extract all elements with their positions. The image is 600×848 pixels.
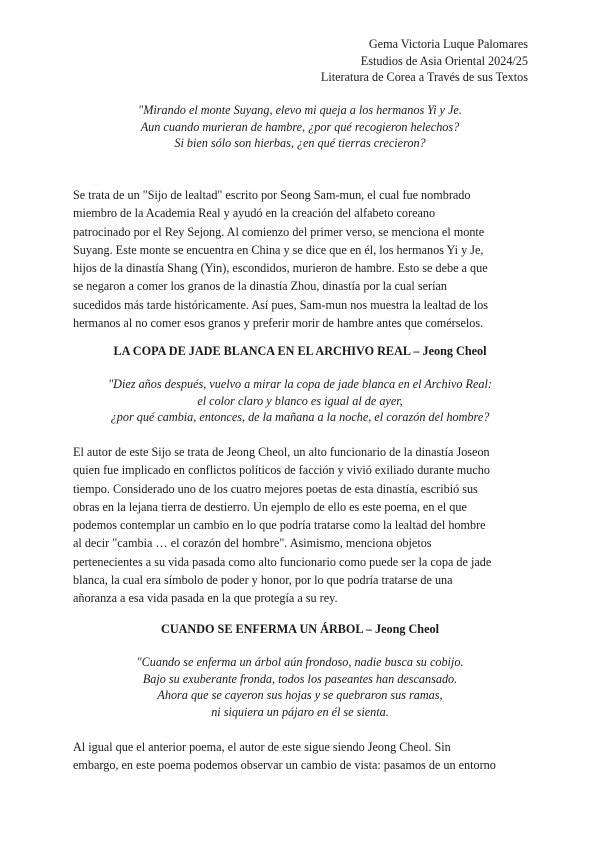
paragraph-line: Al igual que el anterior poema, el autor de este sigue siendo Jeong Cheol. Sin [73, 740, 451, 754]
paragraph-line: Se trata de un "Sijo de lealtad" escrito por Seong Sam-mun, el cual fue nombrado [73, 188, 471, 202]
paragraph-line: pertenecientes a su vida pasada como alto funcionario como puede ser la copa de jade [73, 554, 492, 569]
section-heading-copa-de-jade: LA COPA DE JADE BLANCA EN EL ARCHIVO REAL – Jeong Cheol [113, 344, 487, 358]
paragraph-line: Suyang. Este monte se encuentra en China y se dice que en él, los hermanos Yi y Je, [73, 242, 484, 257]
poem-line: "Diez años después, vuelvo a mirar la copa de jade blanca en el Archivo Real: [108, 377, 492, 391]
paragraph-line: blanca, la cual era símbolo de poder y honor, por lo que podría tratarse de una [73, 573, 453, 588]
poem-suyang [0, 102, 600, 152]
paragraph-line: hermanos al no comer esos granos y preferir morir de hambre antes que comérselos. [73, 316, 484, 331]
poem-arbol [0, 654, 600, 720]
poem-line: "Cuando se enferma un árbol aún frondoso, nadie busca su cobijo. [136, 655, 464, 669]
paragraph-line: al decir "cambia … el corazón del hombre". Asimismo, menciona objetos [73, 536, 432, 551]
poem-line: Ahora que se cayeron sus hojas y se quebraron sus ramas, [157, 688, 443, 703]
paragraph-line: quien fue implicado en conflictos políticos de facción y vivió exiliado durante mucho [73, 463, 490, 478]
paragraph-seong-sam-mun [73, 186, 488, 332]
course-name: Estudios de Asia Oriental 2024/25 [360, 53, 528, 68]
section-heading-arbol: CUANDO SE ENFERMA UN ÁRBOL – Jeong Cheol [161, 622, 439, 636]
paragraph-line: añoranza a esa vida pasada en la que protegía a su rey. [73, 591, 338, 606]
paragraph-line: se negaron a comer los granos de la dinastía Zhou, dinastía por la cual serían [73, 279, 447, 294]
paragraph-line: sucedidos más tarde históricamente. Así pues, Sam-mun nos muestra la lealtad de los [73, 297, 488, 312]
paragraph-line: podemos contemplar un cambio en lo que podría tratarse como la lealtad del hombre [73, 518, 486, 533]
paragraph-jeong-cheol-1 [73, 443, 491, 608]
paragraph-line: patrocinado por el Rey Sejong. Al comienzo del primer verso, se menciona el monte [73, 224, 485, 239]
paragraph-line: embargo, en este poema podemos observar un cambio de vista: pasamos de un entorno [73, 758, 496, 773]
paragraph-line: tiempo. Considerado uno de los cuatro mejores poetas de esta dinastía, escribió sus [73, 481, 478, 496]
poem-line: Bajo su exuberante fronda, todos los paseantes han descansado. [142, 671, 458, 686]
poem-line: ni siquiera un pájaro en él se sienta. [211, 704, 389, 719]
poem-copa-de-jade [0, 376, 600, 426]
paragraph-line: obras en la lejana tierra de destierro. Un ejemplo de ello es este poema, en el que [73, 499, 467, 514]
paragraph-line: El autor de este Sijo se trata de Jeong Cheol, un alto funcionario de la dinastía Joseon [73, 445, 490, 459]
subject-name: Literatura de Corea a Través de sus Textos [320, 70, 528, 85]
poem-line: Aun cuando murieran de hambre, ¿por qué recogieron helechos? [140, 119, 460, 134]
document-header [321, 36, 528, 86]
poem-line: el color claro y blanco es igual al de ayer, [197, 393, 403, 408]
poem-line: ¿por qué cambia, entonces, de la mañana a la noche, el corazón del hombre? [110, 410, 490, 425]
poem-line: Si bien sólo son hierbas, ¿en qué tierras crecieron? [174, 136, 426, 151]
author-name: Gema Victoria Luque Palomares [368, 37, 528, 51]
paragraph-line: miembro de la Academia Real y ayudó en la creación del alfabeto coreano [73, 206, 436, 221]
poem-line: "Mirando el monte Suyang, elevo mi queja a los hermanos Yi y Je. [138, 103, 462, 117]
paragraph-line: hijos de la dinastía Shang (Yin), escondidos, murieron de hambre. Esto se debe a que [73, 261, 488, 276]
paragraph-jeong-cheol-2 [73, 738, 496, 775]
